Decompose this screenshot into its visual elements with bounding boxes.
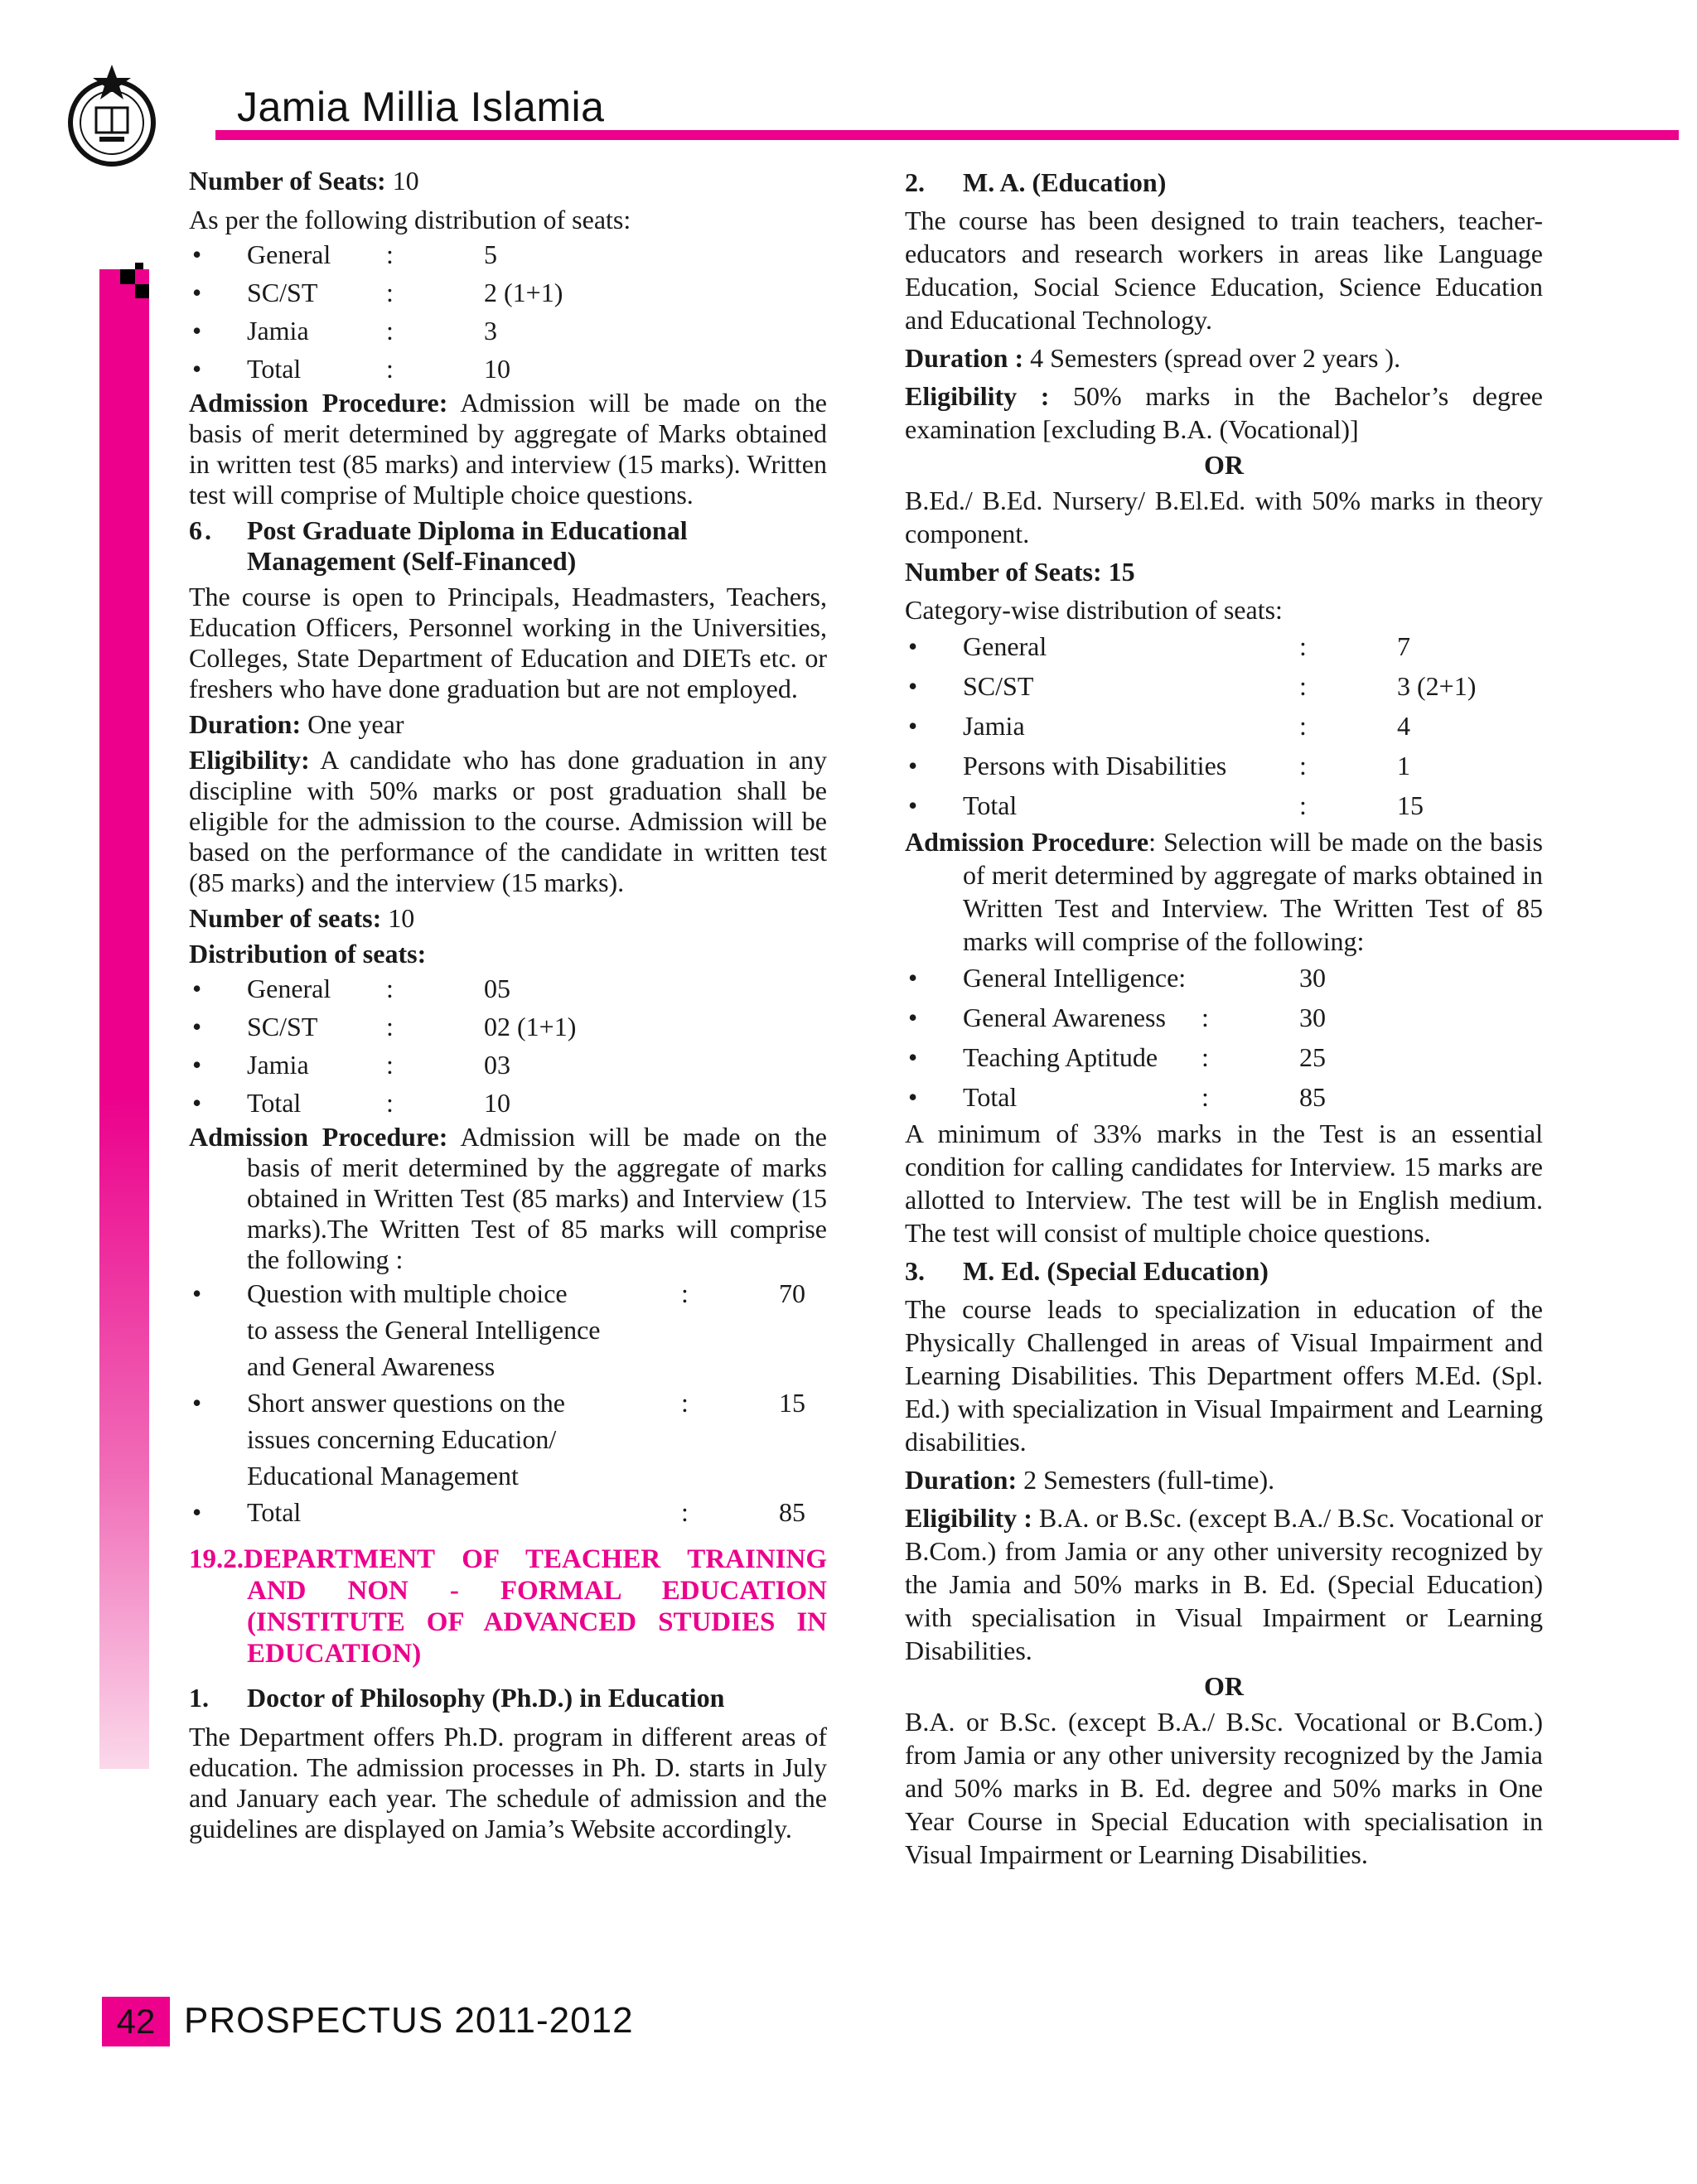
or-separator-1: OR [1204, 450, 1244, 480]
seats-line-2: Number of seats: 10 [189, 903, 415, 933]
university-name: Jamia Millia Islamia [237, 84, 605, 130]
phd-text: The Department offers Ph.D. program in different areas of education. The admission processes in Ph. D. starts in July and January each year. The schedule of admission and the guidelines are displayed on Jamia’s Website accordingly. [189, 1722, 827, 1843]
left-column [189, 166, 827, 1844]
list-item: • Question with multiple choice to assess the General Intelligence and General Awareness : 70 [192, 1278, 805, 1381]
duration-line: Duration: One year [189, 709, 404, 739]
phd-heading: 1. Doctor of Philosophy (Ph.D.) in Education [189, 1683, 725, 1713]
ma-text: The course has been designed to train teachers, teacher-educators and research workers in areas like Language Education, Social Science Education, Science Education and Educational Technology. [905, 205, 1543, 335]
med-eligibility-alt: B.A. or B.Sc. (except B.A./ B.Sc. Vocational or B.Com.) from Jamia or any other university recognized by the Jamia and 50% marks in B. Ed. degree and 50% marks in One Year Course in Special Education with specialisation in Visual Impairment or Learning Disabilities. [905, 1707, 1543, 1869]
list-item: • SC/ST : 2 (1+1) [192, 278, 563, 307]
footer-title: PROSPECTUS 2011-2012 [184, 2000, 634, 2041]
page-number: 42 [116, 2002, 156, 2041]
minimum-marks-text: A minimum of 33% marks in the Test is an essential condition for calling candidates for Interview. 15 marks are allotted to Interview. The test will be in English medium. The test will consist of multiple choice questions. [905, 1119, 1543, 1248]
or-separator-2: OR [1204, 1671, 1244, 1701]
seats-value: 10 [385, 166, 419, 196]
admission-procedure-2: Admission Procedure: Admission will be made on the basis of merit determined by the aggregate of marks obtained in Written Test (85 marks) and Interview (15 marks).The Written Test of 85 marks will comprise the following : [189, 1122, 828, 1274]
section-6-heading: 6. Post Graduate Diploma in Educational Management (Self-Financed) [189, 515, 688, 576]
ma-eligibility-alt: B.Ed./ B.Ed. Nursery/ B.El.Ed. with 50% marks in theory component. [905, 486, 1543, 548]
category-intro: Category-wise distribution of seats: [905, 595, 1283, 625]
list-item: • Jamia : 3 [192, 316, 497, 345]
list-item: • SC/ST : 3 (2+1) [908, 671, 1477, 701]
list-item: • Persons with Disabilities : 1 [908, 751, 1410, 780]
ma-seats: Number of Seats: 15 [905, 557, 1135, 587]
ma-eligibility: Eligibility : 50% marks in the Bachelor’s degree examination [excluding B.A. (Vocational)] [905, 381, 1544, 444]
admission-procedure-1: Admission Procedure: Admission will be made on the basis of merit determined by aggregate of Marks obtained in written test (85 marks) and interview (15 marks). Written test will comprise of Multiple choice questions. [189, 388, 828, 510]
seats-label: Number of Seats: [189, 166, 386, 196]
list-item: • General : 7 [908, 631, 1410, 661]
list-item: • Total : 10 [192, 1088, 510, 1118]
seat-distribution-list-1 [189, 235, 827, 388]
med-heading: 3. M. Ed. (Special Education) [905, 1256, 1269, 1286]
ma-duration: Duration : 4 Semesters (spread over 2 years ). [905, 343, 1401, 373]
header-rule [215, 130, 1679, 140]
list-item: • Teaching Aptitude : 25 [908, 1042, 1326, 1072]
med-duration: Duration: 2 Semesters (full-time). [905, 1465, 1275, 1495]
distribution-intro: As per the following distribution of seats: [189, 205, 631, 234]
seats-line [189, 166, 827, 196]
list-item: • General Awareness : 30 [908, 1003, 1326, 1032]
list-item: • General : 05 [192, 974, 510, 1003]
department-heading: 19.2.DEPARTMENT OF TEACHER TRAINING AND NON - FORMAL EDUCATION (INSTITUTE OF ADVANCED STUDIES IN EDUCATION) [189, 1544, 827, 1669]
ma-admission-procedure: Admission Procedure: Selection will be made on the basis of merit determined by aggregate of marks obtained in Written Test and Interview. The Written Test of 85 marks will comprise of the following: [905, 827, 1544, 956]
list-item: • SC/ST : 02 (1+1) [192, 1012, 577, 1041]
med-text: The course leads to specialization in education of the Physically Challenged in areas of Visual Impairment and Learning Disabilities. This Department offers M.Ed. (Spl. Ed.) with specialization in Visual Impairment and Learning disabilities. [905, 1294, 1543, 1457]
list-item: • Total : 85 [908, 1082, 1326, 1112]
test-composition-list [189, 1275, 827, 1530]
university-crest-icon [66, 58, 157, 174]
list-item: • Short answer questions on the issues concerning Education/ Educational Management : 15 [192, 1388, 805, 1491]
eligibility-text: Eligibility: A candidate who has done graduation in any discipline with 50% marks or post graduation shall be eligible for the admission to the course. Admission will be based on the performance of the candidate in written test (85 marks) and the interview (15 marks). [189, 745, 827, 897]
list-item: • General Intelligence: 30 [908, 963, 1326, 993]
list-item: • Total : 10 [192, 354, 510, 384]
seat-distribution-list-2 [189, 969, 827, 1122]
med-eligibility: Eligibility : B.A. or B.Sc. (except B.A./ B.Sc. Vocational or B.Com.) from Jamia or any other university recognized by the Jamia and 50% marks in B. Ed. (Special Education) with specialisation in Visual Impairment or Learning Disabilities. [905, 1503, 1543, 1665]
ma-test-composition [905, 958, 1543, 1117]
section-6-text: The course is open to Principals, Headmasters, Teachers, Education Officers, Personnel working in the Universities, Colleges, State Department of Education and DIETs etc. or freshers who have done graduation but are not employed. [189, 582, 827, 703]
list-item: • General : 5 [192, 239, 497, 269]
right-column [905, 166, 1543, 1871]
list-item: • Jamia : 03 [192, 1050, 510, 1080]
side-decoration-strip [99, 269, 149, 1769]
ma-heading: 2. M. A. (Education) [905, 167, 1167, 197]
list-item: • Jamia : 4 [908, 711, 1410, 741]
list-item: • Total : 85 [192, 1497, 805, 1527]
distribution-label: Distribution of seats: [189, 939, 427, 969]
ma-seat-distribution [905, 626, 1543, 825]
list-item: • Total : 15 [908, 790, 1424, 820]
